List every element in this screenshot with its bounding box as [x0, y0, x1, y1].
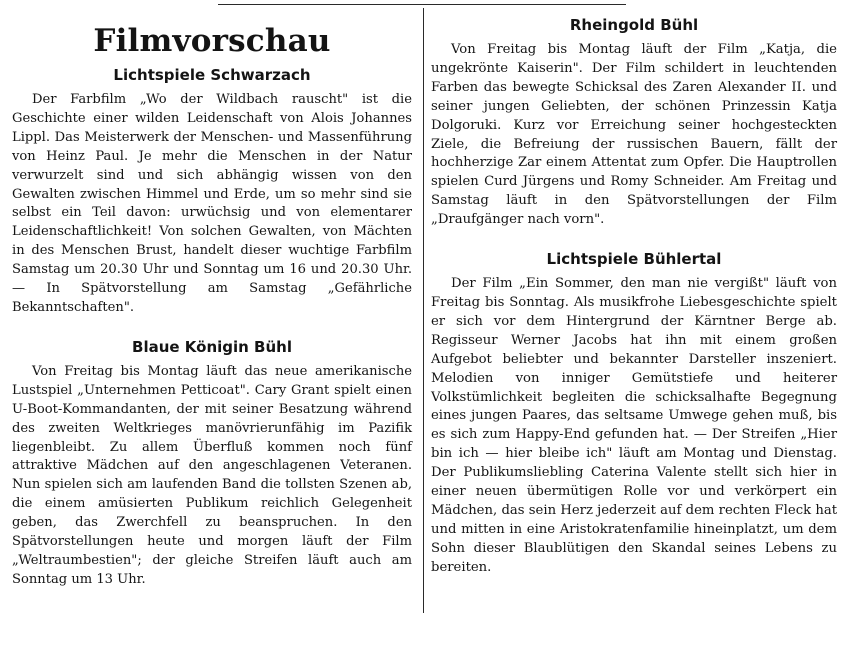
article-schwarzach: [12, 66, 412, 318]
article-blaue-koenigin: [12, 338, 412, 590]
right-column: [431, 4, 837, 578]
page-title: Filmvorschau: [93, 23, 331, 59]
article-heading: Lichtspiele Schwarzach: [113, 66, 311, 84]
article-heading: Blaue Königin Bühl: [132, 337, 292, 356]
column-divider: [423, 8, 424, 613]
article-rheingold: [431, 16, 837, 230]
article-heading: Lichtspiele Bühlertal: [546, 250, 722, 269]
left-column: [12, 4, 412, 590]
article-body: Der Film „Ein Sommer, den man nie vergißt" läuft von Freitag bis Sonntag. Als musikfrohe Liebesgeschichte spielt er sich vor dem Hintergrund der Kärntner Berge ab. Regisseur Werner Jacobs hat ihn mit einem großen Aufgebot beliebter und bekannter Darsteller inszeniert. Melodien von inniger Gemütstiefe und heiterer Volkstümlichkeit begleiten die schicksalhafte Begegnung eines jungen Paares, das seltsame Umwege gehen muß, bis es sich zum Happy-End gefunden hat. — Der Streifen „Hier bin ich — hier bleibe ich" läuft am Montag und Dienstag. Der Publikumsliebling Caterina Valente stellt sich hier in einer neuen übermütigen Rolle vor und verkörpert ein Mädchen, das sein Herz jederzeit auf dem rechten Fleck hat und mitten in eine Aristokratenfamilie hineinplatzt, um dem Sohn dieser Blaublütigen den Skandal seines Lebens zu bereiten.: [431, 276, 837, 575]
article-body: Von Freitag bis Montag läuft der Film „Katja, die ungekrönte Kaiserin". Der Film schildert in leuchtenden Farben das bewegte Schicksal des Zaren Alexander II. und seiner jungen Geliebten, der schönen Prinzessin Katja Dolgoruki. Kurz vor Erreichung seiner hochgesteckten Ziele, die Befreiung der russischen Bauern, fällt der hochherzige Zar einem Attentat zum Opfer. Die Hauptrollen spielen Curd Jürgens und Romy Schneider. Am Freitag und Samstag läuft in den Spätvorstellungen der Film „Draufgänger nach vorn".: [431, 42, 837, 228]
article-buehlertal: [431, 250, 837, 578]
article-heading: Rheingold Bühl: [569, 16, 699, 34]
article-body: Von Freitag bis Montag läuft das neue amerikanische Lustspiel „Unternehmen Petticoat". Cary Grant spielt einen U-Boot-Kommandanten, der mit seiner Besatzung während des zweiten Weltkrieges manövrierunfähig im Pazifik liegenbleibt. Zu allem Überfluß kommen noch fünf attraktive Mädchen auf den angeschlagenen Veteranen. Nun spielen sich am laufenden Band die tollsten Szenen ab, die einem amüsierten Publikum reichlich Gelegenheit geben, das Zwerchfell zu beanspruchen. In den Spätvorstellungen heute und morgen läuft der Film „Weltraumbestien"; der gleiche Streifen läuft auch am Sonntag um 13 Uhr.: [12, 363, 412, 587]
article-body: Der Farbfilm „Wo der Wildbach rauscht" ist die Geschichte einer wilden Leidenschaft von Alois Johannes Lippl. Das Meisterwerk der Menschen- und Massenführung von Heinz Paul. Je mehr die Menschen in der Natur verwurzelt sind und sich abhängig wissen von den Gewalten zwischen Himmel und Erde, um so mehr sind sie selbst ein Teil davon: urwüchsig und von elementarer Leidenschaftlichkeit! Von solchen Gewalten, von Mächten in des Menschen Brust, handelt dieser wuchtige Farbfilm Samstag um 20.30 Uhr und Sonntag um 16 und 20.30 Uhr. — In Spätvorstellung am Samstag „Gefährliche Bekanntschaften".: [12, 92, 412, 315]
